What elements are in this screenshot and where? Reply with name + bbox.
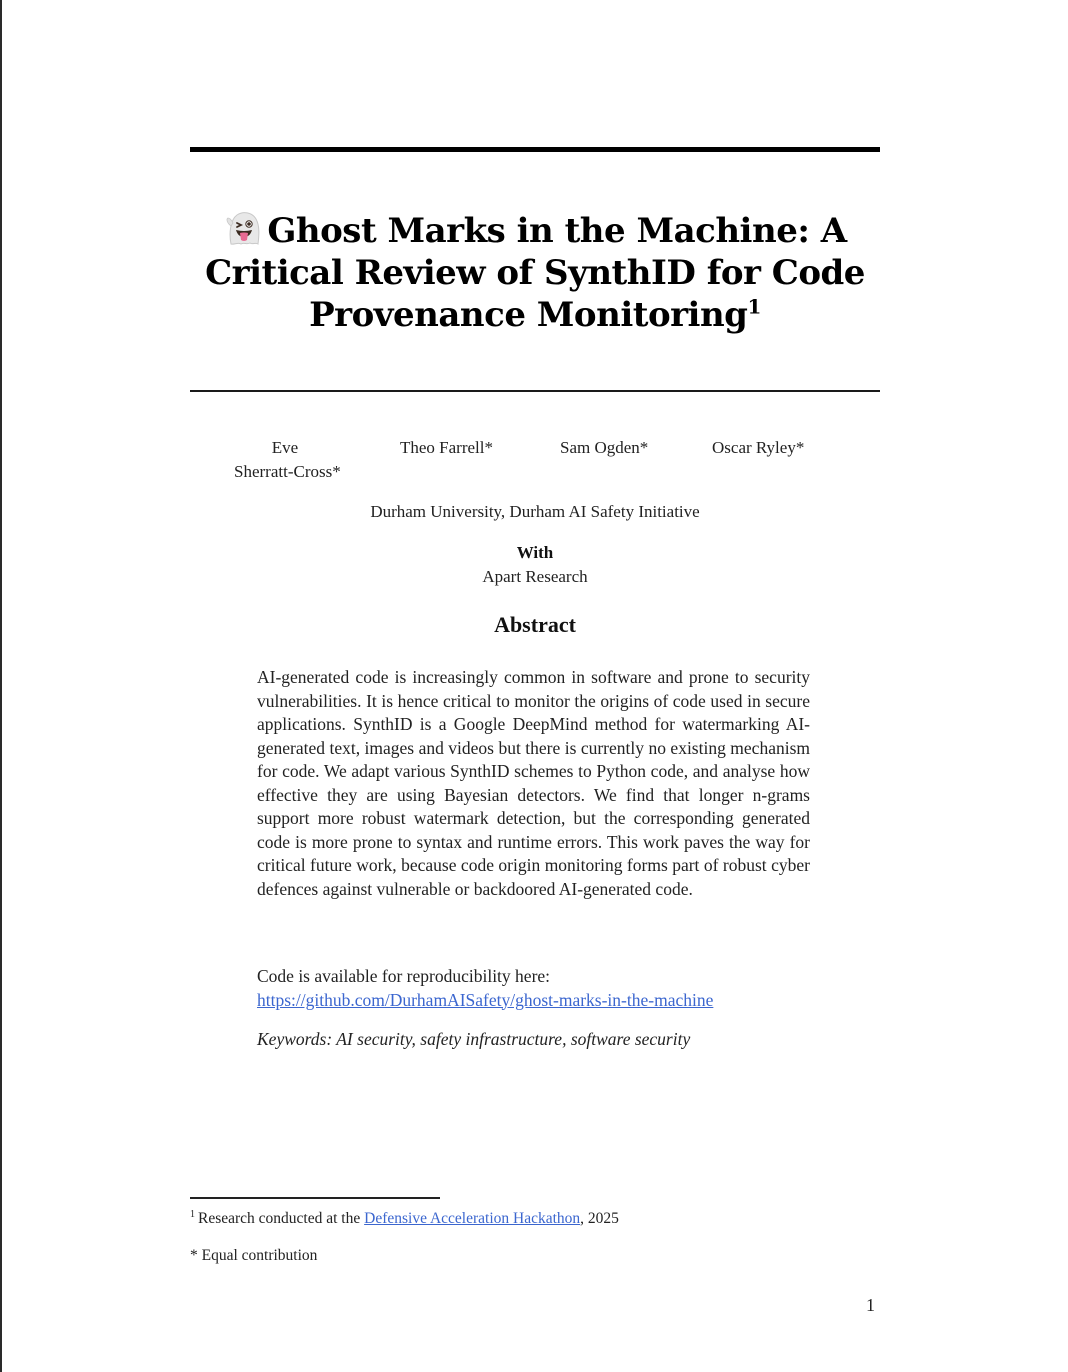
author-4 [712,436,804,460]
affiliation: Durham University, Durham AI Safety Initiative [370,502,700,521]
title-top-rule [190,147,880,152]
ghost-icon [223,208,263,248]
with-label: With [516,543,554,562]
partner-org: Apart Research [482,567,588,586]
hackathon-link[interactable]: Defensive Acceleration Hackathon [364,1210,581,1227]
viewer-left-edge [0,0,2,1372]
code-availability-text: Code is available for reproducibility here: [257,966,551,986]
abstract-text: AI-generated code is increasingly common in software and prone to security vulnerabilities. It is hence critical to monitor the origins of code used in secure applications. SynthID is a Google DeepMind method for watermarking AI-generated text, images and videos but there is currently no existing mechanism for code. We adapt various SynthID schemes to Python code, and analyse how effective they are using Bayesian detectors. We find that longer n-grams support more robust watermark detection, but the corresponding generated code is more prone to syntax and runtime errors. This work paves the way for critical future work, because code origin monitoring forms part of robust cyber defences against vulnerable or backdoored AI-generated code. [257,667,810,899]
footnote-1-prefix: Research conducted at the [198,1210,365,1227]
paper-title [190,208,880,336]
author-1 [234,436,374,460]
title-text: Ghost Marks in the Machine: A Critical Review of SynthID for Code Provenance Monitoring [205,211,865,335]
title-footnote-marker: 1 [747,294,761,319]
author-3 [560,436,648,460]
keywords: Keywords: AI security, safety infrastructure, software security [257,1029,691,1049]
footnote-rule [190,1197,440,1199]
footnote-1 [190,1209,619,1228]
author-4-name: Oscar Ryley* [712,438,805,457]
footnote-equal-contribution: * Equal contribution [190,1247,318,1264]
author-3-name: Sam Ogden* [560,438,649,457]
title-bottom-rule [190,390,880,392]
author-2-name: Theo Farrell* [400,438,493,457]
code-availability [257,965,857,1012]
github-link[interactable]: https://github.com/DurhamAISafety/ghost-marks-in-the-machine [257,989,714,1010]
author-1-line2 [234,460,341,484]
author-1-last: Sherratt-Cross* [234,462,341,481]
abstract-heading: Abstract [494,612,576,637]
author-2 [400,436,493,460]
page-number: 1 [866,1295,875,1315]
footnote-1-marker: 1 [190,1209,195,1220]
footnote-1-suffix: , 2025 [580,1210,619,1227]
author-1-first: Eve [271,438,299,457]
